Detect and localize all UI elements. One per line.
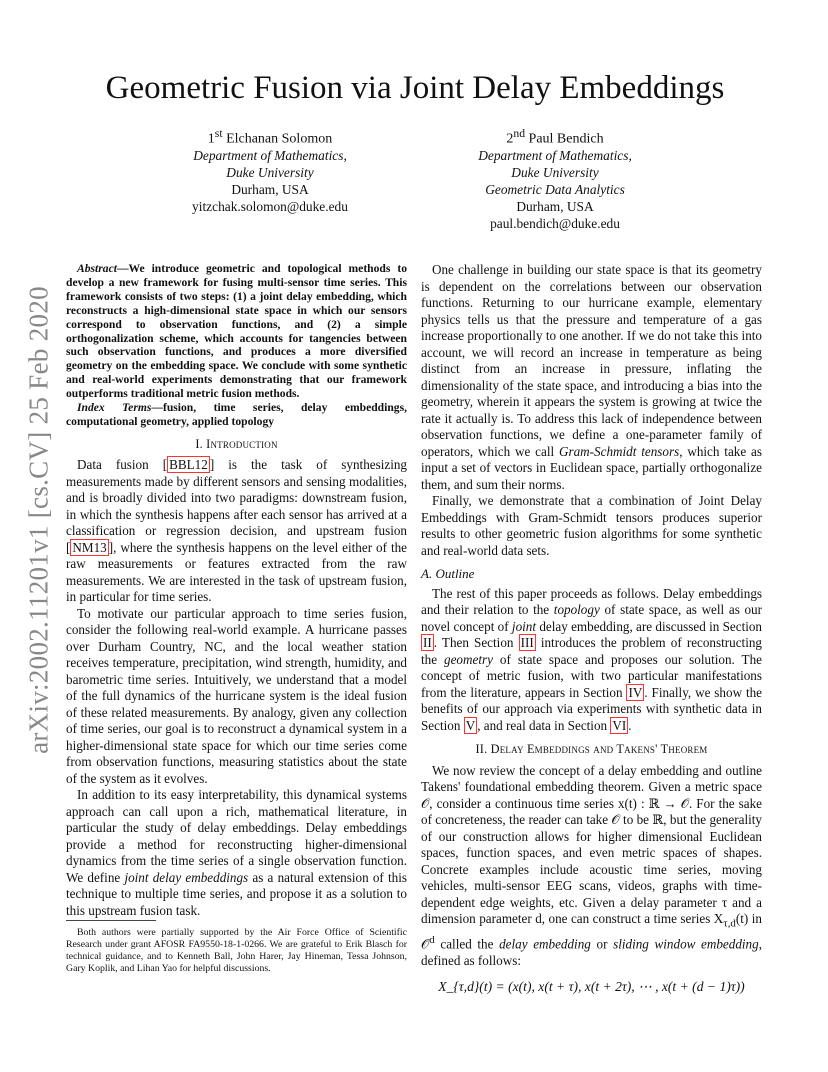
- paragraph: To motivate our particular approach to time series fusion, consider the following real-world example. A hurricane passes over Durham Country, NC, and the local weather station receives temperature, precipitation, wind strength, humidity, and barometric time series. Intuitively, we understand that a model of the full dynamics of the hurricane system is the ideal fusion of these related measurements. By analogy, given any collection of time series, our goal is to reconstruct a dynamical system in a higher-dimensional state space for which our time series come from observation functions, measuring statistics about the state of the system as it evolves.: [66, 605, 407, 786]
- index-terms: Index Terms—fusion, time series, delay embeddings, computational geometry, applied topology: [66, 401, 407, 428]
- citation-link[interactable]: BBL12: [169, 457, 208, 473]
- author-city: Durham, USA: [231, 182, 309, 198]
- author-name: Elchanan Solomon: [226, 131, 333, 147]
- author-email: paul.bendich@duke.edu: [490, 215, 620, 231]
- section-heading-introduction: I. Introduction: [195, 436, 278, 451]
- arxiv-identifier: arXiv:2002.11201v1 [cs.CV] 25 Feb 2020: [23, 286, 54, 754]
- paragraph: We now review the concept of a delay embedding and outline Takens' foundational embedding theorem. Given a metric space 𝒪, consider a continuous time series x(t) : ℝ → 𝒪. For the sake of concreteness, the reader can take 𝒪 to be ℝ, but the generality of our construction allows for higher dimensional Euclidean spaces, function spaces, and even metric spaces of shapes. Concrete examples include acoustic time series, moving vehicles, multi-sensor EEG scans, videos, graphs with time-dependent edge weights, etc. Given a delay parameter τ and a dimension parameter d, one can construct a time series $X_{\tau,d}(t)$ in 𝒪$^d$ called the delay embedding or sliding window embedding, defined as follows:: [421, 762, 762, 968]
- arxiv-sidebar: [22, 285, 56, 755]
- section-link[interactable]: VI: [612, 717, 627, 733]
- footnote-text: Both authors were partially supported by the Air Force Office of Scientific Research under grant AFOSR FA9550-18-1-0266. We are grateful to Erik Blasch for technical guidance, and to Kenneth Ball, John Harer, Jay Hineman, Tessa Johnson, Gary Koplik, and Lihan Yao for helpful discussions.: [66, 927, 407, 975]
- author-email: yitzchak.solomon@duke.edu: [192, 198, 348, 214]
- section-heading-delay-embeddings: II. Delay Embeddings and Takens' Theorem: [475, 742, 708, 756]
- left-column: [66, 262, 407, 919]
- author-affiliation: Department of Mathematics,: [478, 148, 632, 164]
- author-name-line: 1st Elchanan Solomon: [207, 127, 333, 147]
- footnote: [66, 920, 407, 975]
- author-city: Durham, USA: [516, 198, 594, 214]
- subsection-heading-outline: A. Outline: [421, 566, 475, 581]
- author-block-1: [160, 126, 380, 216]
- footnote-rule: [66, 920, 156, 921]
- paragraph: Data fusion [ BBL12 ] is the task of synthesizing measurements made by different sensors and sensing modalities, and is broadly divided into two paradigms: downstream fusion, in which the synthesis happens after each sensor has arrived at a classification or regression decision, and upstream fusion [ NM13 ], where the synthesis happens on the level either of the raw measurements or features extracted from the raw measurements. We are interested in the task of upstream fusion, in particular for time series.: [66, 457, 407, 605]
- author-block-2: [445, 126, 665, 232]
- equation-delay-embedding: X_{τ,d}(t) = (x(t), x(t + τ), x(t + 2τ), ⋯ , x(t + (d − 1)τ)): [438, 978, 745, 994]
- paragraph: The rest of this paper proceeds as follows. Delay embeddings and their relation to the topology of state space, as well as our novel concept of joint delay embedding, are discussed in Section II . Then Section III introduces the problem of reconstructing the geometry of state space and proposes our solution. The concept of metric fusion, with two particular manifestations from the literature, appears in Section IV . Finally, we show the benefits of our approach via experiments with synthetic data in Section V , and real data in Section VI .: [421, 585, 763, 733]
- author-affiliation: Duke University: [226, 165, 314, 181]
- author-name-line: 2nd Paul Bendich: [506, 127, 604, 147]
- paragraph: In addition to its easy interpretability, this dynamical systems approach can call upon a rich, mathematical literature, in particular the study of delay embeddings. Delay embeddings provide a method for reconstructing higher-dimensional dynamics from the time series of a single observation function. We define joint delay embeddings as a natural extension of this technique to multiple time series, and propose it as a solution to this upstream fusion task.: [66, 787, 407, 918]
- section-link[interactable]: III: [520, 635, 534, 650]
- author-affiliation: Duke University: [511, 165, 599, 181]
- paragraph: One challenge in building our state space is that its geometry is dependent on the correlations between our observation functions. Returning to our hurricane example, elementary physics tells us that the pressure and temperature of a gas increase proportionally to one another. If we do not take this into account, we will record an increase in temperature as being distinct from an increase in pressure, inflating the dimensionality of the state space, and introducing a bias into the geometry, wherein it appears the system is growing at twice the rate it actually is. To address this lack of independence between observation functions, we define a one-parameter family of operators, which we call Gram-Schmidt tensors, which take as input a set of vectors in Euclidean space, partially orthogonalize them, and sum their norms.: [421, 262, 762, 492]
- section-link[interactable]: IV: [628, 684, 643, 700]
- paper-title: Geometric Fusion via Joint Delay Embeddings: [105, 70, 725, 106]
- right-column: [421, 262, 762, 995]
- citation-link[interactable]: NM13: [72, 539, 107, 555]
- author-affiliation: Department of Mathematics,: [193, 148, 347, 164]
- abstract: Abstract—We introduce geometric and topological methods to develop a new framework for fusing multi-sensor time series. This framework consists of two steps: (1) a joint delay embedding, which reconstructs a high-dimensional state space in which our sensors correspond to observation functions, and (2) a simple orthogonalization scheme, which accounts for tangencies between such observation functions, and produces a more diversified geometry on the embedding space. We conclude with some synthetic and real-world experiments demonstrating that our framework outperforms traditional metric fusion methods.: [66, 262, 407, 401]
- section-link[interactable]: V: [465, 717, 476, 733]
- section-link[interactable]: II: [423, 635, 432, 650]
- paragraph: Finally, we demonstrate that a combination of Joint Delay Embeddings with Gram-Schmidt tensors produces superior results to other geometric fusion algorithms for some synthetic and real-world data sets.: [421, 493, 762, 558]
- author-name: Paul Bendich: [528, 131, 604, 147]
- author-affiliation: Geometric Data Analytics: [485, 182, 625, 198]
